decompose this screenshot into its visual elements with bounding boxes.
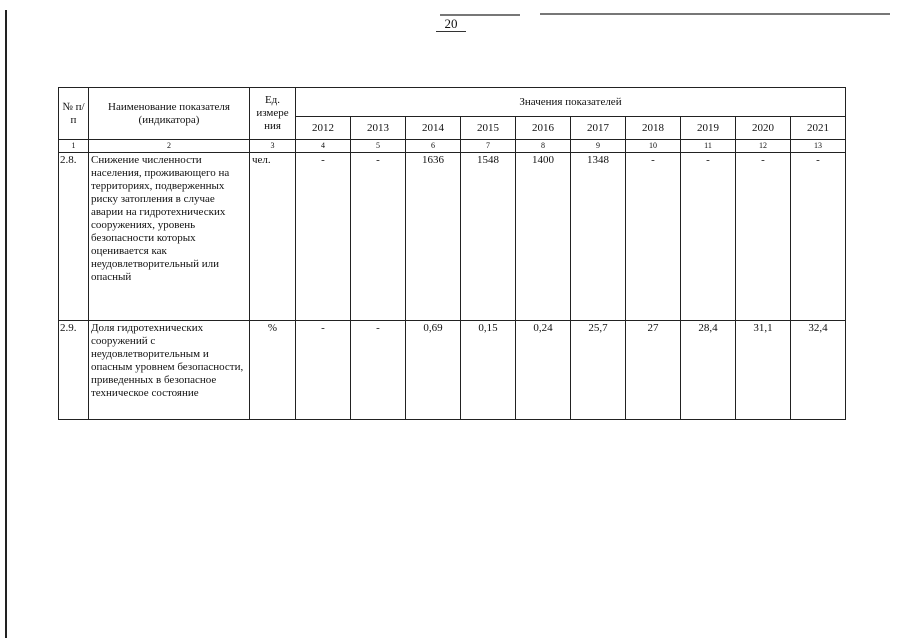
row-value: 0,24 xyxy=(516,321,571,420)
header-year: 2013 xyxy=(351,117,406,140)
column-number: 11 xyxy=(681,140,736,153)
indicators-table xyxy=(58,87,846,420)
row-value: 1400 xyxy=(516,153,571,321)
row-value: 1636 xyxy=(406,153,461,321)
row-value: - xyxy=(626,153,681,321)
row-value: 0,15 xyxy=(461,321,516,420)
page-number: 20 xyxy=(436,17,466,32)
column-number: 12 xyxy=(736,140,791,153)
header-year: 2020 xyxy=(736,117,791,140)
row-value: 0,69 xyxy=(406,321,461,420)
column-number: 13 xyxy=(791,140,846,153)
row-value: 1348 xyxy=(571,153,626,321)
column-number: 7 xyxy=(461,140,516,153)
row-value: 27 xyxy=(626,321,681,420)
row-value: - xyxy=(296,321,351,420)
column-number: 3 xyxy=(250,140,296,153)
row-value: - xyxy=(351,321,406,420)
column-number: 2 xyxy=(89,140,250,153)
header-year: 2017 xyxy=(571,117,626,140)
row-value: - xyxy=(351,153,406,321)
table-row xyxy=(59,153,846,321)
column-number: 5 xyxy=(351,140,406,153)
column-number: 9 xyxy=(571,140,626,153)
column-number: 6 xyxy=(406,140,461,153)
header-name: Наименование показателя (индикатора) xyxy=(89,88,250,140)
header-year: 2016 xyxy=(516,117,571,140)
header-year: 2012 xyxy=(296,117,351,140)
row-value: 31,1 xyxy=(736,321,791,420)
row-value: - xyxy=(681,153,736,321)
header-row xyxy=(59,88,846,117)
row-indicator-name: Доля гидротехнических сооружений с неудовлетворительным и опасным уровнем безопасности, приведенных в безопасное техническое состояние xyxy=(89,321,250,420)
row-value: 32,4 xyxy=(791,321,846,420)
column-number: 4 xyxy=(296,140,351,153)
table-row xyxy=(59,321,846,420)
header-index: № п/п xyxy=(59,88,89,140)
row-unit: % xyxy=(250,321,296,420)
row-value: 1548 xyxy=(461,153,516,321)
column-number: 10 xyxy=(626,140,681,153)
column-number: 1 xyxy=(59,140,89,153)
header-values-group: Значения показателей xyxy=(296,88,846,117)
row-indicator-name: Снижение численности населения, проживающего на территориях, подверженных риску затопления в случае аварии на гидротехнических сооружениях, уровень безопасности которых оценивается как неудовлетворительный или опасный xyxy=(89,153,250,321)
column-numbers-row xyxy=(59,140,846,153)
page-left-border xyxy=(5,10,7,638)
column-number: 8 xyxy=(516,140,571,153)
row-unit: чел. xyxy=(250,153,296,321)
row-index: 2.8. xyxy=(59,153,89,321)
header-unit: Ед. измере ния xyxy=(250,88,296,140)
row-value: 25,7 xyxy=(571,321,626,420)
row-value: - xyxy=(736,153,791,321)
row-value: - xyxy=(791,153,846,321)
header-year: 2019 xyxy=(681,117,736,140)
scan-noise xyxy=(540,13,890,15)
row-value: 28,4 xyxy=(681,321,736,420)
row-index: 2.9. xyxy=(59,321,89,420)
header-year: 2018 xyxy=(626,117,681,140)
header-year: 2014 xyxy=(406,117,461,140)
header-year: 2015 xyxy=(461,117,516,140)
header-year: 2021 xyxy=(791,117,846,140)
row-value: - xyxy=(296,153,351,321)
